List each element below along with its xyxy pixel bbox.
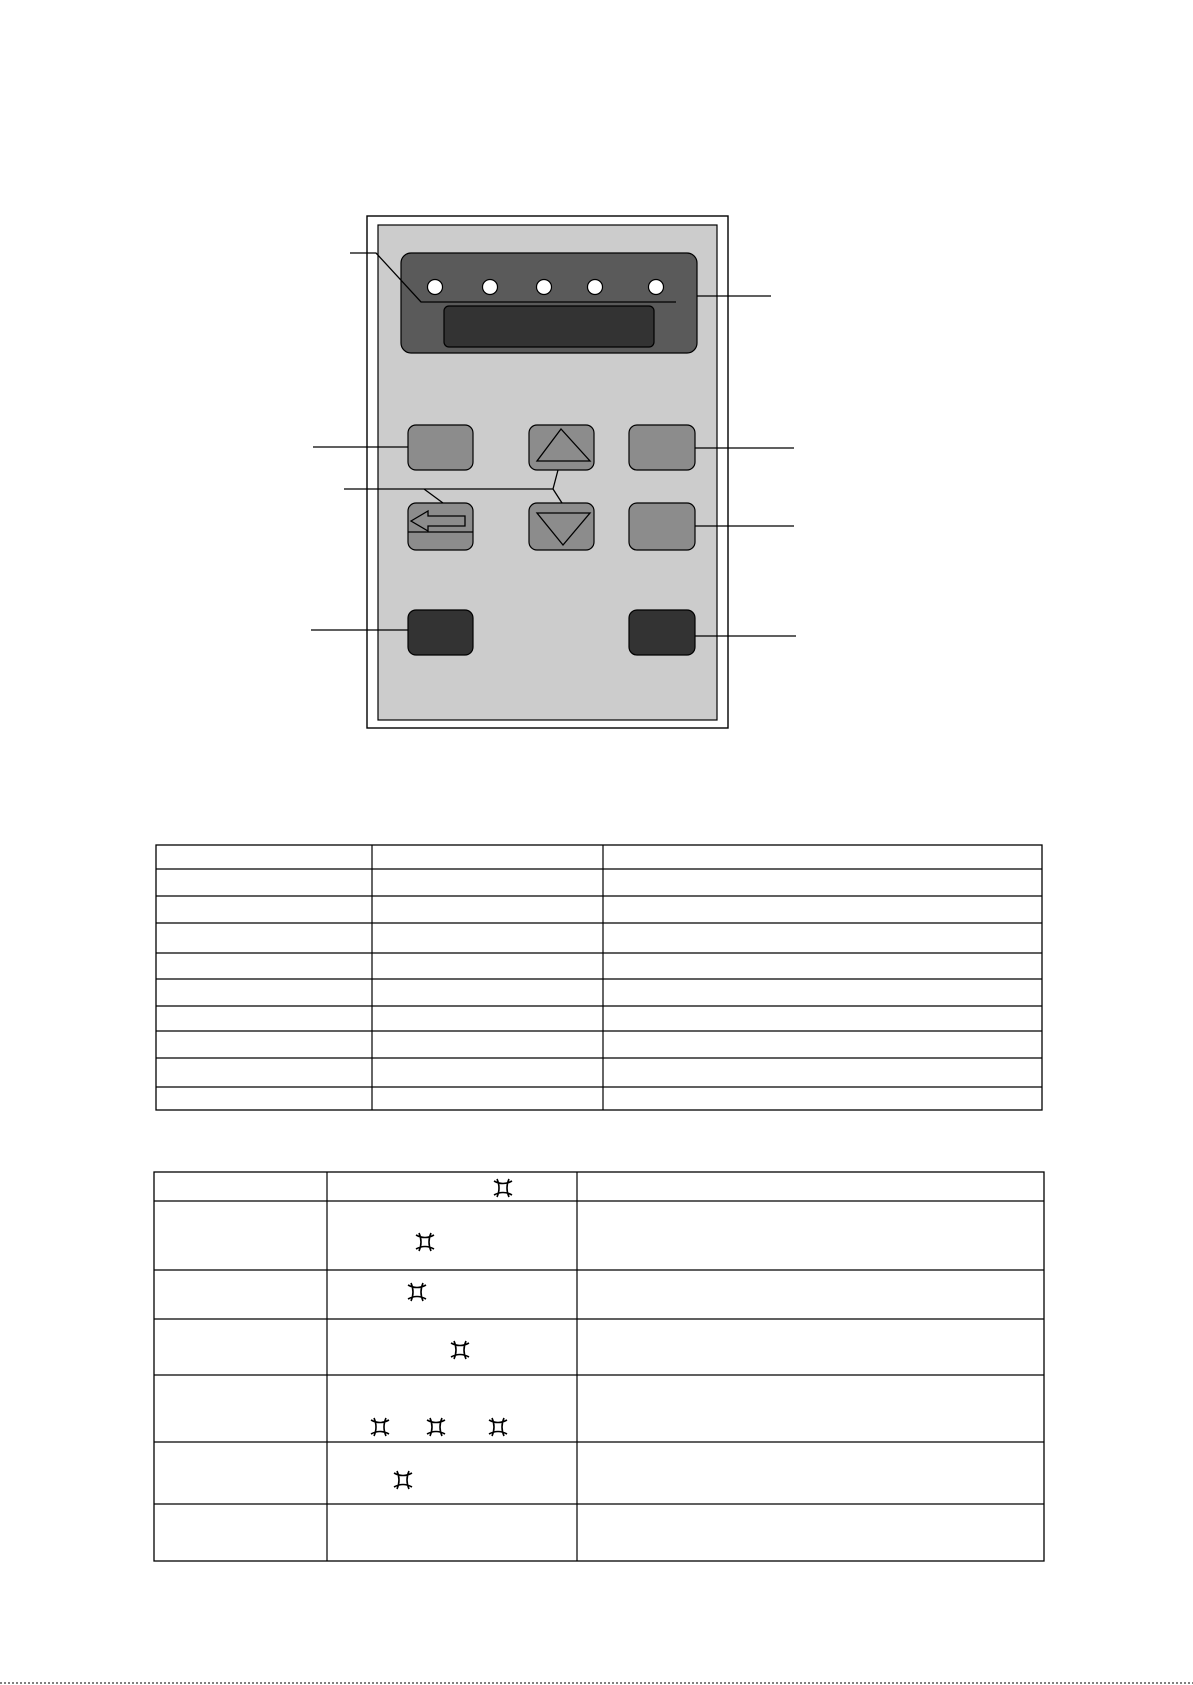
cross-star-icon xyxy=(408,1283,426,1301)
keypad-diagram xyxy=(311,216,796,728)
cross-star-icon xyxy=(451,1341,469,1359)
table-1 xyxy=(156,845,1042,1110)
table-1-border xyxy=(156,845,1042,1110)
down-key[interactable] xyxy=(529,503,594,550)
cross-star-icon xyxy=(489,1418,507,1436)
cross-star-icon xyxy=(427,1418,445,1436)
table-2 xyxy=(154,1172,1044,1561)
cross-star-icon xyxy=(416,1233,434,1251)
function-key-top-right[interactable] xyxy=(629,425,695,470)
cross-star-icon xyxy=(394,1471,412,1489)
up-key[interactable] xyxy=(529,425,594,470)
function-key-top-left[interactable] xyxy=(408,425,473,470)
indicator-led-2 xyxy=(483,280,498,295)
table-2-border xyxy=(154,1172,1044,1561)
function-key-mid-right[interactable] xyxy=(629,503,695,550)
cross-star-icon xyxy=(371,1418,389,1436)
cross-star-icon xyxy=(494,1179,512,1197)
indicator-led-3 xyxy=(537,280,552,295)
display-window xyxy=(444,306,654,347)
indicator-led-5 xyxy=(649,280,664,295)
indicator-led-4 xyxy=(588,280,603,295)
indicator-led-1 xyxy=(428,280,443,295)
enter-key[interactable] xyxy=(408,503,473,550)
stop-key-bottom-right[interactable] xyxy=(629,610,695,655)
run-key-bottom-left[interactable] xyxy=(408,610,473,655)
